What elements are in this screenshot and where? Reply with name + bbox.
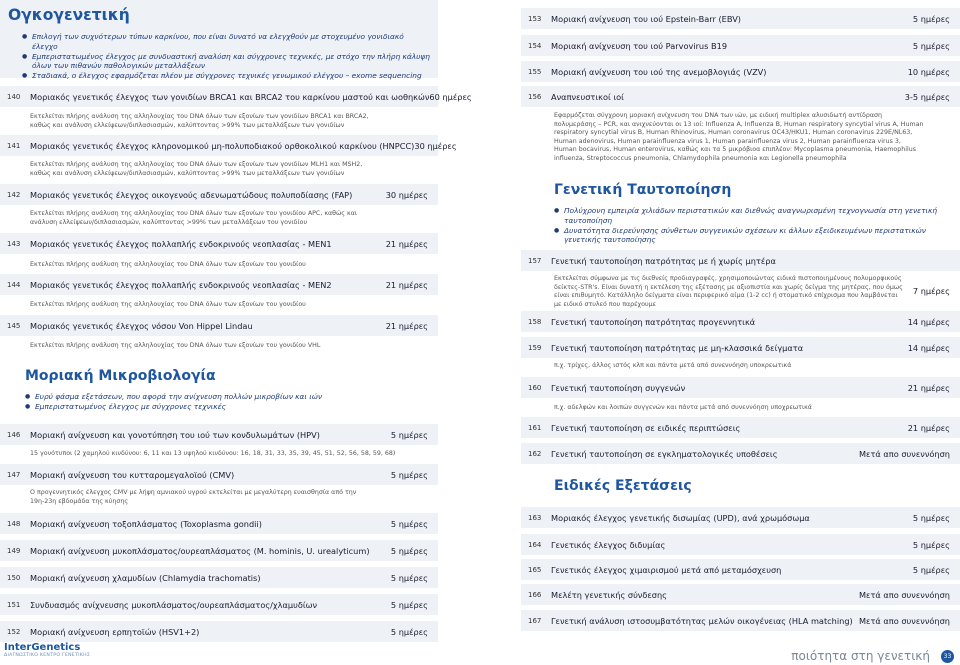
test-row-158 <box>521 311 960 332</box>
test-title: Μοριακή ανίχνευση μυκοπλάσματος/ουρεαπλάσματος (M. hominis, U. urealyticum) <box>30 545 370 556</box>
test-title: Γενετική ταυτοποίηση πατρότητας με ή χωρίς μητέρα <box>551 255 776 266</box>
identity-title: Γενετική Ταυτοποίηση <box>554 182 732 198</box>
test-number: 155 <box>528 67 542 76</box>
test-title: Μοριακός γενετικός έλεγχος πολλαπλής ενδοκρινούς νεοπλασίας - MEN2 <box>30 279 332 290</box>
test-row-151 <box>0 594 438 615</box>
test-duration: 60 ημέρες <box>429 91 472 102</box>
test-duration: 5 ημέρες <box>912 13 950 24</box>
test-number: 160 <box>528 383 542 392</box>
test-title: Μοριακή ανίχνευση του ιού Parvovirus B19 <box>551 40 728 51</box>
footer-slogan: ποιότητα στη γενετική <box>791 649 930 663</box>
test-number: 158 <box>528 317 542 326</box>
test-number: 146 <box>7 430 21 439</box>
test-title: Συνδυασμός ανίχνευσης μυκοπλάσματος/ουρεαπλάσματος/χλαμυδίων <box>30 599 318 610</box>
test-number: 157 <box>528 256 542 265</box>
test-title: Γενετική ταυτοποίηση πατρότητας προγεννητικά <box>551 316 756 327</box>
test-title: Αναπνευστικοί ιοί <box>551 91 624 102</box>
microbiology-bullet: ● Εμπεριστατωμένος έλεγχος με σύγχρονες τεχνικές <box>25 402 425 412</box>
test-title: Μοριακός γενετικός έλεγχος κληρονομικού μη-πολυποδιακού ορθοκολικού καρκίνου (HNPCC) <box>30 140 415 151</box>
test-description-145: Εκτελείται πλήρης ανάλυση της αλληλουχίας του DNA όλων των εξονίων του γονιδίου VHL <box>30 342 321 349</box>
test-description-144: Εκτελείται πλήρης ανάλυση της αλληλουχίας του DNA όλων των εξονίων του γονιδίου <box>30 301 306 308</box>
test-number: 164 <box>528 540 542 549</box>
test-number: 143 <box>7 239 21 248</box>
test-description-156: Εφαρμόζεται σύγχρονη μοριακή ανίχνευση του DNA των ιών, με ειδική multiplex αλυσιδωτή αντίδραση πολυμεράσης – PCR, και ανιχνεύονται οι 13 ιοί: Influenza A, Influenza B, Human respiratory syncytial virus A, Human respiratory syncytial virus B, Human Rhinovirus, Human coronavirus OC43/HKU1, Human coronavirus 229E/NL63, Human adenovirus, Human parainfluenza virus 1, Human parainfluenza virus 2, Human parainfluenza virus 3, Human bocavirus, Human enterovirus, καθώς και τα 5 μικρόβιοα επιπλέον: Mycoplasma pneumonia, Haemophilus influenza, Streptococcus pneumonia, Chlamydophila pneumonia και Legionella pneumophila <box>554 112 924 162</box>
test-number: 140 <box>7 92 21 101</box>
test-duration: 30 ημέρες <box>414 140 457 151</box>
test-row-141 <box>0 135 457 156</box>
test-duration: 21 ημέρες <box>385 279 428 290</box>
test-duration: 30 ημέρες <box>385 189 428 200</box>
test-row-146 <box>0 424 438 445</box>
test-number: 142 <box>7 190 21 199</box>
test-title: Μοριακός γενετικός έλεγχος των γονιδίων BRCA1 και BRCA2 του καρκίνου μαστού και ωοθηκών <box>30 91 430 102</box>
test-row-144 <box>0 274 438 295</box>
test-number: 144 <box>7 280 21 289</box>
test-number: 152 <box>7 627 21 636</box>
test-duration: Μετά απο συνεννόηση <box>858 589 950 600</box>
test-description-143: Εκτελείται πλήρης ανάλυση της αλληλουχίας του DNA όλων των εξονίων του γονιδίου <box>30 261 306 268</box>
oncogenetics-header <box>0 0 438 81</box>
oncogenetics-bullet: ● Επιλογή των συχνότερων τύπων καρκίνου, που είναι δυνατό να ελεγχθούν με στοχευμένο γονιδιακό έλεγχο <box>22 32 430 52</box>
logo-subtitle: ΔΙΑΓΝΩΣΤΙΚΟ ΚΕΝΤΡΟ ΓΕΝΕΤΙΚΗΣ <box>4 653 91 658</box>
test-row-152 <box>0 621 438 642</box>
test-number: 159 <box>528 343 542 352</box>
identity-header <box>554 182 954 245</box>
test-duration: Μετά απο συνεννόηση <box>858 448 950 459</box>
test-title: Μοριακή ανίχνευση του ιού της ανεμοβλογιάς (VZV) <box>551 66 767 77</box>
test-number: 141 <box>7 141 21 150</box>
test-row-154 <box>521 35 960 56</box>
identity-bullets <box>554 206 954 245</box>
test-row-150 <box>0 567 438 588</box>
test-duration: 21 ημέρες <box>907 382 950 393</box>
test-duration: 21 ημέρες <box>907 422 950 433</box>
test-number: 151 <box>7 600 21 609</box>
test-row-156 <box>521 86 960 107</box>
test-number: 165 <box>528 565 542 574</box>
identity-bullet: ● Πολύχρονη εμπειρία χιλιάδων περιστατικών και διεθνώς αναγνωρισμένη τεχνογνωσία στη γενετική ταυτοποίηση <box>554 206 954 226</box>
test-title: Γενετική ταυτοποίηση συγγενών <box>551 382 686 393</box>
test-description-146: 15 γονότυποι (2 χαμηλού κινδύνου: 6, 11 και 13 υψηλού κινδύνου: 16, 18, 31, 33, 35, 39, 45, 51, 52, 56, 58, 59, 68) <box>30 450 396 457</box>
test-row-148 <box>0 513 438 534</box>
test-title: Γενετικός έλεγχος διδυμίας <box>551 539 666 550</box>
test-description-141: Εκτελείται πλήρης ανάλυση της αλληλουχίας του DNA όλων των εξονίων των γονιδίων MLH1 και MSH2, καθώς και ανάλυση ελλείψεων/διπλασιασμών, καλύπτοντας >99% των μεταλλάξεων των γονιδίων <box>30 161 363 177</box>
test-title: Γενετική ταυτοποίηση πατρότητας με μη-κλασσικά δείγματα <box>551 342 804 353</box>
test-number: 153 <box>528 14 542 23</box>
test-title: Μοριακή ανίχνευση του ιού Epstein-Barr (EBV) <box>551 13 742 24</box>
test-duration: Μετά απο συνεννόηση <box>858 615 950 626</box>
test-duration: 5 ημέρες <box>390 469 428 480</box>
test-row-159 <box>521 337 960 358</box>
test-title: Μοριακή ανίχνευση χλαμυδίων (Chlamydia trachomatis) <box>30 572 261 583</box>
test-title: Μοριακή ανίχνευση και γονοτύπηση του ιού των κονδυλωμάτων (HPV) <box>30 429 320 440</box>
test-title: Μοριακός γενετικός έλεγχος νόσου Von Hippel Lindau <box>30 320 253 331</box>
test-row-165 <box>521 559 960 580</box>
test-row-149 <box>0 540 438 561</box>
test-number: 149 <box>7 546 21 555</box>
test-duration: 5 ημέρες <box>912 539 950 550</box>
test-row-164 <box>521 534 960 555</box>
test-description-159: π.χ. τρίχες, άλλος ιστός κλπ και πάντα μετά από συνεννόηση υποκρεωτικά <box>554 362 792 369</box>
oncogenetics-bullets <box>8 32 430 81</box>
test-number: 150 <box>7 573 21 582</box>
test-duration: 5 ημέρες <box>390 572 428 583</box>
logo-name: InterGenetics <box>4 642 81 653</box>
test-number: 156 <box>528 92 542 101</box>
test-duration: 5 ημέρες <box>390 429 428 440</box>
test-row-147 <box>0 464 438 485</box>
test-duration: 14 ημέρες <box>907 342 950 353</box>
test-number: 167 <box>528 616 542 625</box>
test-row-153 <box>521 8 960 29</box>
test-title: Μοριακή ανίχνευση τοξοπλάσματος (Toxoplasma gondii) <box>30 518 262 529</box>
microbiology-title: Μοριακή Μικροβιολογία <box>25 368 216 384</box>
test-number: 163 <box>528 513 542 522</box>
test-title: Μοριακός γενετικός έλεγχος οικογενούς αδενωματώδους πολυποδίασης (FAP) <box>30 189 353 200</box>
test-title: Μοριακή ανίχνευση ερπητοϊών (HSV1+2) <box>30 626 200 637</box>
test-duration: 21 ημέρες <box>385 238 428 249</box>
test-row-145 <box>0 315 438 336</box>
test-number: 147 <box>7 470 21 479</box>
test-row-166 <box>521 584 960 605</box>
microbiology-bullet: ● Ευρύ φάσμα εξετάσεων, που αφορά την ανίχνευση πολλών μικροβίων και ιών <box>25 392 425 402</box>
test-duration: 5 ημέρες <box>912 564 950 575</box>
test-description-157: Εκτελείται σύμφωνα με τις διεθνείς προδιαγραφές, χρησιμοποιώντας ειδικά πιστοποιημένους πολυμορφικούς δείκτες-STR's. Είναι δυνατή η εκτέλεση της εξέτασης με αξιοπιστία και χωρίς δείγμα της μητέρας, που όμως είναι επιθυμητό. Κατάλληλο δείγματα είναι περιφερικό αίμα (1-2 cc) ή στοματικό επίχρισμα που λαμβάνεται με ειδικό στυλεό που παρέχουμε <box>554 275 903 308</box>
microbiology-header <box>25 368 425 412</box>
test-duration: 5 ημέρες <box>390 545 428 556</box>
oncogenetics-title: Ογκογενετική <box>8 6 130 24</box>
test-duration: 5 ημέρες <box>912 40 950 51</box>
test-title: Γενετική ταυτοποίηση σε εγκληματολογικές υποθέσεις <box>551 448 778 459</box>
test-number: 148 <box>7 519 21 528</box>
test-duration: 5 ημέρες <box>390 599 428 610</box>
test-duration-157: 7 ημέρες <box>912 286 950 296</box>
test-row-167 <box>521 610 960 631</box>
test-title: Μελέτη γενετικής σύνδεσης <box>551 589 667 600</box>
microbiology-bullets <box>25 392 425 412</box>
test-duration: 5 ημέρες <box>390 518 428 529</box>
test-duration: 21 ημέρες <box>385 320 428 331</box>
test-description-142: Εκτελείται πλήρης ανάλυση της αλληλουχίας του DNA όλων των εξονίων του γονιδίου APC, καθώς και ανάλυση ελλείψεων/διπλασιασμών, καλύπτοντας >99% των μεταλλάξεων του γονιδίου <box>30 210 357 226</box>
test-row-140 <box>0 86 472 107</box>
test-row-142 <box>0 184 438 205</box>
test-row-160 <box>521 377 960 398</box>
oncogenetics-bullet: ● Εμπεριστατωμένος έλεγχος με συνδυαστική αναλύση και σύγχρονες τεχνικές, με στόχο την πλήρη κάλυψη όλων των πιθανών παθολογικών μεταλλάξεων <box>22 52 430 72</box>
test-title: Μοριακή ανίχνευση του κυτταρομεγαλοϊού (CMV) <box>30 469 235 480</box>
page-number: 33 <box>941 650 954 663</box>
test-description-140: Εκτελείται πλήρης ανάλυση της αλληλουχίας του DNA όλων των εξονίων των γονιδίων BRCA1 και BRCA2, καθώς και ανάλυση ελλείψεων/διπλασιασμών, καλύπτοντας >99% των μεταλλάξεων των γονιδίων <box>30 113 369 129</box>
test-duration: 10 ημέρες <box>907 66 950 77</box>
test-title: Μοριακός έλεγχος γενετικής δισωμίας (UPD), ανά χρωμόσωμα <box>551 512 810 523</box>
test-row-161 <box>521 417 960 438</box>
test-title: Γενετική ταυτοποίηση σε ειδικές περιπτώσεις <box>551 422 741 433</box>
identity-bullet: ● Δυνατότητα διερεύνησης σύνθετων συγγενικών σχέσεων κι άλλων εξειδικευμένων περιστατικών γενετικής ταυτοποίησης <box>554 226 954 246</box>
test-duration: 5 ημέρες <box>390 626 428 637</box>
test-title: Γενετικός έλεγχος χιμαιρισμού μετά από μεταμόσχευση <box>551 564 782 575</box>
test-number: 162 <box>528 449 542 458</box>
test-duration: 5 ημέρες <box>912 512 950 523</box>
test-row-163 <box>521 507 960 528</box>
test-title: Μοριακός γενετικός έλεγχος πολλαπλής ενδοκρινούς νεοπλασίας - MEN1 <box>30 238 332 249</box>
test-row-155 <box>521 61 960 82</box>
test-row-143 <box>0 233 438 254</box>
test-number: 145 <box>7 321 21 330</box>
test-description-147: Ο προγεννητικός έλεγχος CMV με λήψη αμνιακού υγρού εκτελείται με μεγαλύτερη ευαισθησία από την 19η-23η εβδομάδα της κύησης <box>30 489 357 505</box>
special-title: Ειδικές Εξετάσεις <box>554 478 692 494</box>
test-description-160: π.χ. αδελφών και λοιπών συγγενών και πάντα μετά από συνεννόηση υποχρεωτικά <box>554 404 812 411</box>
test-number: 161 <box>528 423 542 432</box>
test-duration: 14 ημέρες <box>907 316 950 327</box>
test-duration: 3-5 ημέρες <box>904 91 950 102</box>
company-logo <box>4 642 90 658</box>
test-number: 166 <box>528 590 542 599</box>
oncogenetics-bullet: ● Σταδιακά, ο έλεγχος εφαρμόζεται πλέον με σύγχρονες τεχνικές γενωμικού ελέγχου – exome sequencing <box>22 71 430 81</box>
test-row-157 <box>521 250 960 271</box>
test-title: Γενετική ανάλυση ιστοσυμβατότητας μελών οικογένειας (HLA matching) <box>551 615 853 626</box>
test-row-162 <box>521 443 960 464</box>
test-number: 154 <box>528 41 542 50</box>
